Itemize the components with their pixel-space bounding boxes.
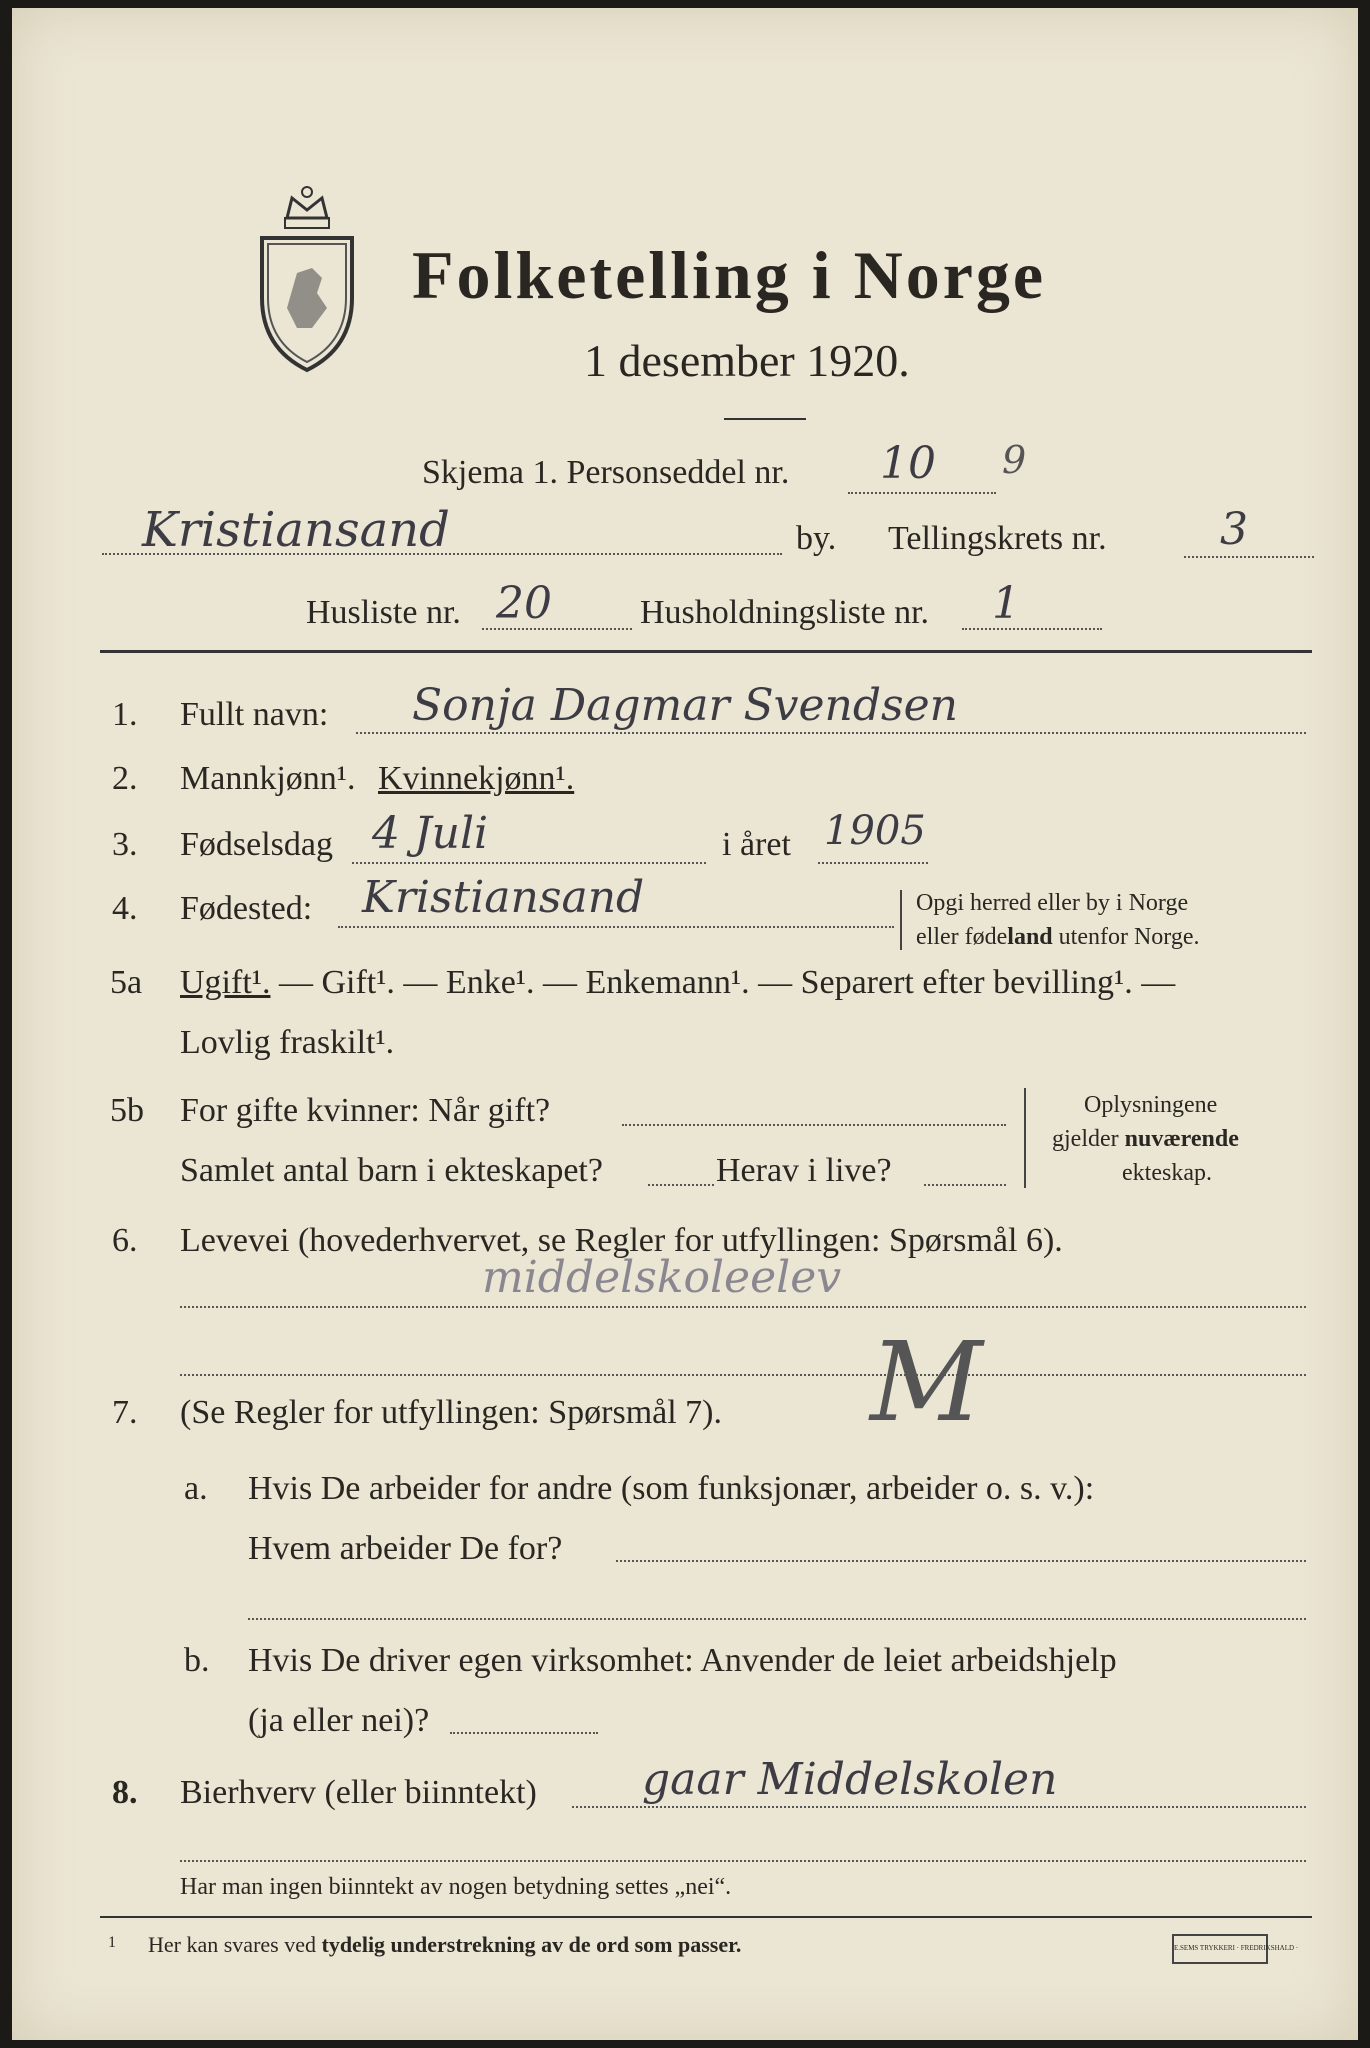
q4-number: 4. — [112, 890, 138, 927]
city-value: Kristiansand — [142, 502, 450, 558]
q7a-dots-2 — [248, 1618, 1306, 1620]
q4-note-1: Opgi herred eller by i Norge — [916, 890, 1189, 916]
q5a-line-2: Lovlig fraskilt¹. — [180, 1024, 395, 1061]
q5b-dots-3 — [924, 1184, 1006, 1186]
q8-dots-1 — [572, 1806, 1306, 1808]
q4-note-2: eller fødeland utenfor Norge. — [916, 924, 1200, 950]
husholdning-label: Husholdningsliste nr. — [640, 594, 930, 631]
q8-label: Bierhverv (eller biinntekt) — [180, 1774, 537, 1811]
q3-year-label: i året — [722, 826, 791, 863]
q2-number: 2. — [112, 760, 138, 797]
husliste-label: Husliste nr. — [306, 594, 461, 631]
husliste-value: 20 — [496, 578, 552, 629]
skjema-label: Skjema 1. Personseddel nr. — [422, 454, 790, 491]
q5b-dots-2 — [648, 1184, 714, 1186]
side-occupation-value: gaar Middelskolen — [642, 1754, 1058, 1805]
footnote-number: 1 — [108, 1934, 116, 1951]
q5b-note-3: ekteskap. — [1122, 1160, 1212, 1186]
census-form — [12, 8, 1358, 2040]
q4-brace — [900, 890, 902, 950]
q2-mann: Mannkjønn¹. — [180, 760, 356, 797]
q3-label: Fødselsdag — [180, 826, 333, 863]
q7b-dots — [450, 1732, 598, 1734]
q3-dots — [352, 862, 706, 864]
form-title: Folketelling i Norge — [412, 237, 1047, 313]
q6-dots-2 — [180, 1374, 1306, 1376]
skjema-value-2: 9 — [1002, 438, 1027, 482]
q8-dots-2 — [180, 1860, 1306, 1862]
q7a-dots-1 — [616, 1560, 1306, 1562]
q4-label: Fødested: — [180, 890, 313, 927]
occupation-value: middelskoleelev — [482, 1252, 842, 1303]
q5b-dots-1 — [622, 1124, 1006, 1126]
q4-dots — [338, 926, 894, 928]
q6-label: Levevei (hovederhvervet, se Regler for utfyllingen: Spørsmål 6). — [180, 1222, 1063, 1259]
q7-number: 7. — [112, 1394, 138, 1431]
form-date: 1 desember 1920. — [584, 335, 910, 386]
q1-dots — [356, 732, 1306, 734]
q7b-letter: b. — [184, 1642, 210, 1679]
footnote-text: Her kan svares ved tydelig understrekning av de ord som passer. — [148, 1932, 742, 1957]
q5b-label-2: Samlet antal barn i ekteskapet? — [180, 1152, 603, 1189]
skjema-dots — [848, 492, 996, 494]
skjema-value: 10 — [880, 438, 936, 489]
tellingskrets-dots — [1184, 556, 1314, 558]
husholdning-value: 1 — [992, 578, 1020, 629]
q1-number: 1. — [112, 696, 138, 733]
q3-number: 3. — [112, 826, 138, 863]
header-rule — [100, 650, 1312, 653]
by-label: by. — [796, 520, 837, 557]
full-name-value: Sonja Dagmar Svendsen — [412, 680, 958, 731]
q2-kvinne-underlined: Kvinnekjønn¹. — [378, 760, 575, 797]
q5b-brace — [1024, 1088, 1026, 1188]
q7-pencil-mark: M — [870, 1318, 983, 1446]
q5a-number: 5a — [110, 964, 143, 1001]
printer-stamp: E.SEMS TRYKKERI · FREDRIKSHALD · — [1172, 1934, 1268, 1964]
q7a-text: Hvis De arbeider for andre (som funksjonær, arbeider o. s. v.): — [248, 1470, 1095, 1507]
q3-year-dots — [818, 862, 928, 864]
q7b-question: (ja eller nei)? — [248, 1702, 430, 1739]
q5a-options: Ugift¹. — Gift¹. — Enke¹. — Enkemann¹. — Separert efter bevilling¹. — — [180, 964, 1176, 1001]
q6-dots-1 — [180, 1306, 1306, 1308]
q7a-question: Hvem arbeider De for? — [248, 1530, 563, 1567]
tellingskrets-value: 3 — [1220, 504, 1248, 555]
q5b-note-1: Oplysningene — [1084, 1092, 1218, 1118]
tellingskrets-label: Tellingskrets nr. — [888, 520, 1107, 557]
birthday-value: 4 Juli — [372, 808, 489, 859]
q5b-label-1: For gifte kvinner: Når gift? — [180, 1092, 551, 1129]
birth-year-value: 1905 — [824, 808, 926, 854]
q6-number: 6. — [112, 1222, 138, 1259]
divider — [724, 418, 806, 420]
birthplace-value: Kristiansand — [362, 872, 645, 923]
q8-number: 8. — [112, 1774, 138, 1811]
q1-label: Fullt navn: — [180, 696, 329, 733]
q5a-ugift-underlined: Ugift¹. — [180, 964, 271, 1001]
q5b-number: 5b — [110, 1092, 144, 1129]
footer-rule — [100, 1916, 1312, 1918]
coat-of-arms-icon — [252, 178, 362, 378]
q7b-text: Hvis De driver egen virksomhet: Anvender de leiet arbeidshjelp — [248, 1642, 1117, 1679]
q7a-letter: a. — [184, 1470, 208, 1507]
q5b-note-2: gjelder nuværende — [1052, 1126, 1239, 1152]
nei-note: Har man ingen biinntekt av nogen betydning settes „nei“. — [180, 1874, 732, 1900]
husholdning-dots — [962, 628, 1102, 630]
q7-label: (Se Regler for utfyllingen: Spørsmål 7). — [180, 1394, 723, 1431]
q5b-label-3: Herav i live? — [716, 1152, 892, 1189]
